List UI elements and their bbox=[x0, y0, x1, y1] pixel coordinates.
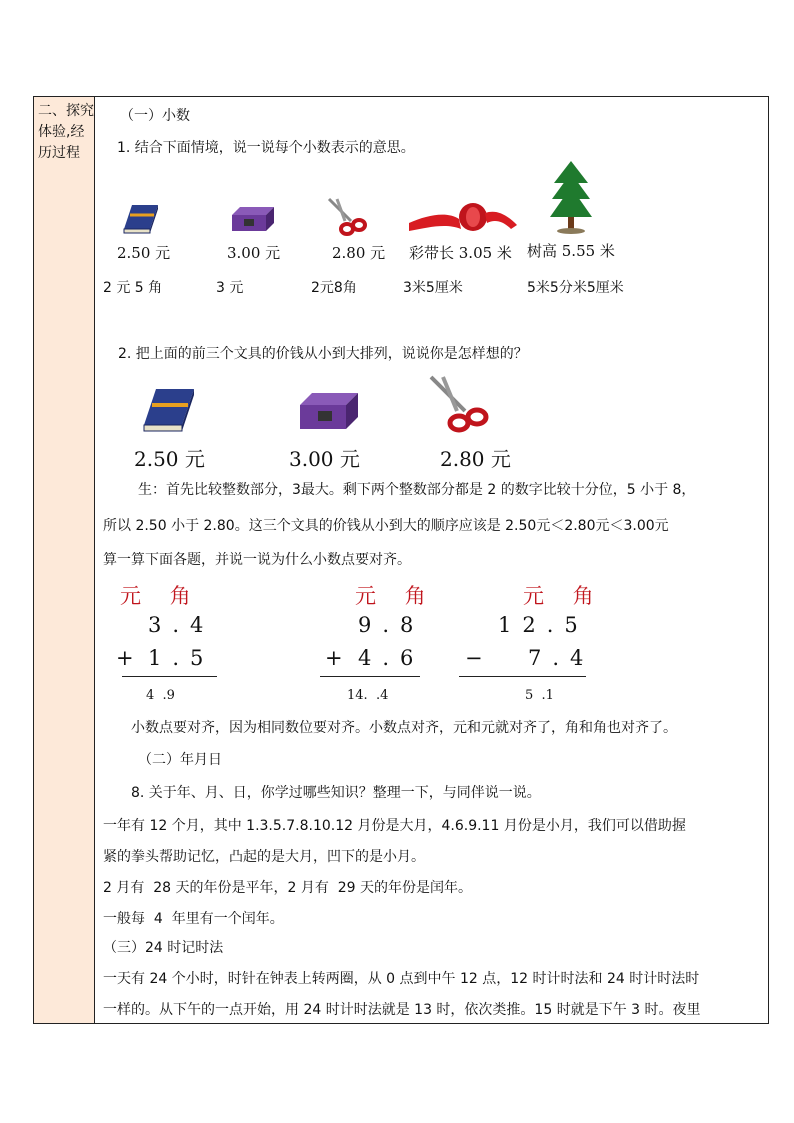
part2-heading: （二）年月日 bbox=[138, 752, 222, 768]
sum-operator: − bbox=[465, 646, 494, 670]
ribbon-icon bbox=[407, 201, 519, 235]
sum-rule bbox=[122, 676, 217, 677]
explanation-line-2: 所以 2.50 小于 2.80。这三个文具的价钱从小到大的顺序应该是 2.50元＜2.80元＜3.00元 bbox=[103, 518, 669, 534]
lesson-table bbox=[33, 96, 769, 1024]
sum-operator: + bbox=[325, 646, 354, 670]
sum-answer: 5 .1 bbox=[525, 688, 554, 703]
sum-top: 3.4 bbox=[148, 613, 215, 637]
part1-heading: （一）小数 bbox=[120, 108, 190, 124]
sum-bottom: 4.6 bbox=[358, 646, 425, 670]
year-line-2: 紧的拳头帮助记忆，凸起的是大月，凹下的是小月。 bbox=[103, 849, 425, 865]
book-icon bbox=[138, 383, 198, 435]
item-label-book: 2.50 元 bbox=[117, 244, 171, 262]
tree-icon bbox=[548, 161, 594, 235]
sum-header: 元 角 bbox=[355, 584, 437, 608]
item-label-ribbon: 彩带长 3.05 米 bbox=[409, 244, 512, 262]
price-sharpener: 3.00 元 bbox=[289, 447, 360, 471]
price-scissors: 2.80 元 bbox=[440, 447, 511, 471]
meaning-book: 2 元 5 角 bbox=[103, 280, 163, 296]
meaning-ribbon: 3米5厘米 bbox=[403, 280, 463, 296]
question-2: 2. 把上面的前三个文具的价钱从小到大排列，说说你是怎样想的？ bbox=[118, 346, 528, 362]
sum-top: 12.5 bbox=[498, 613, 589, 637]
pencil-sharpener-icon bbox=[230, 205, 276, 233]
question-8: 8. 关于年、月、日，你学过哪些知识？整理一下，与同伴说一说。 bbox=[131, 785, 541, 801]
sum-rule bbox=[320, 676, 420, 677]
section-label: 二、探究体验,经历过程 bbox=[38, 103, 94, 161]
scissors-icon bbox=[427, 375, 489, 437]
sum-top: 9.8 bbox=[358, 613, 425, 637]
year-line-1: 一年有 12 个月，其中 1.3.5.7.8.10.12 月份是大月，4.6.9.11 月份是小月，我们可以借助握 bbox=[103, 818, 686, 834]
section-column bbox=[34, 97, 95, 1023]
sum-header: 元 角 bbox=[120, 584, 202, 608]
year-line-4: 一般每 4 年里有一个闰年。 bbox=[103, 911, 284, 927]
sum-header: 元 角 bbox=[523, 584, 605, 608]
item-label-tree: 树高 5.55 米 bbox=[527, 242, 615, 260]
meaning-tree: 5米5分米5厘米 bbox=[527, 280, 624, 296]
price-book: 2.50 元 bbox=[134, 447, 205, 471]
explanation-line-1: 生：首先比较整数部分，3最大。剩下两个整数部分都是 2 的数字比较十分位，5 小于 8， bbox=[138, 482, 696, 498]
sum-answer: 14. .4 bbox=[347, 688, 389, 703]
item-label-scissors: 2.80 元 bbox=[332, 244, 386, 262]
meaning-sharpener: 3 元 bbox=[216, 280, 244, 296]
sum-operator: + bbox=[116, 646, 145, 670]
sum-bottom: 1.5 bbox=[148, 646, 215, 670]
sum-rule bbox=[459, 676, 586, 677]
time-line-1: 一天有 24 个小时，时针在钟表上转两圈，从 0 点到中午 12 点，12 时计时法和 24 时计时法时 bbox=[103, 971, 700, 987]
sum-answer: 4 .9 bbox=[146, 688, 175, 703]
item-label-sharpener: 3.00 元 bbox=[227, 244, 281, 262]
sum-bottom: 7.4 bbox=[528, 646, 595, 670]
book-icon bbox=[120, 201, 160, 235]
meaning-scissors: 2元8角 bbox=[311, 280, 357, 296]
conclusion: 小数点要对齐，因为相同数位要对齐。小数点对齐，元和元就对齐了，角和角也对齐了。 bbox=[131, 720, 677, 736]
scissors-icon bbox=[325, 197, 367, 237]
part3-heading: （三）24 时记时法 bbox=[103, 940, 224, 956]
question-1: 1. 结合下面情境，说一说每个小数表示的意思。 bbox=[117, 140, 415, 156]
year-line-3: 2 月有 28 天的年份是平年，2 月有 29 天的年份是闰年。 bbox=[103, 880, 473, 896]
time-line-2: 一样的。从下午的一点开始，用 24 时计时法就是 13 时，依次类推。15 时就是下午 3 时。夜里 bbox=[103, 1002, 701, 1018]
calc-intro: 算一算下面各题，并说一说为什么小数点要对齐。 bbox=[103, 552, 411, 568]
pencil-sharpener-icon bbox=[298, 391, 360, 433]
